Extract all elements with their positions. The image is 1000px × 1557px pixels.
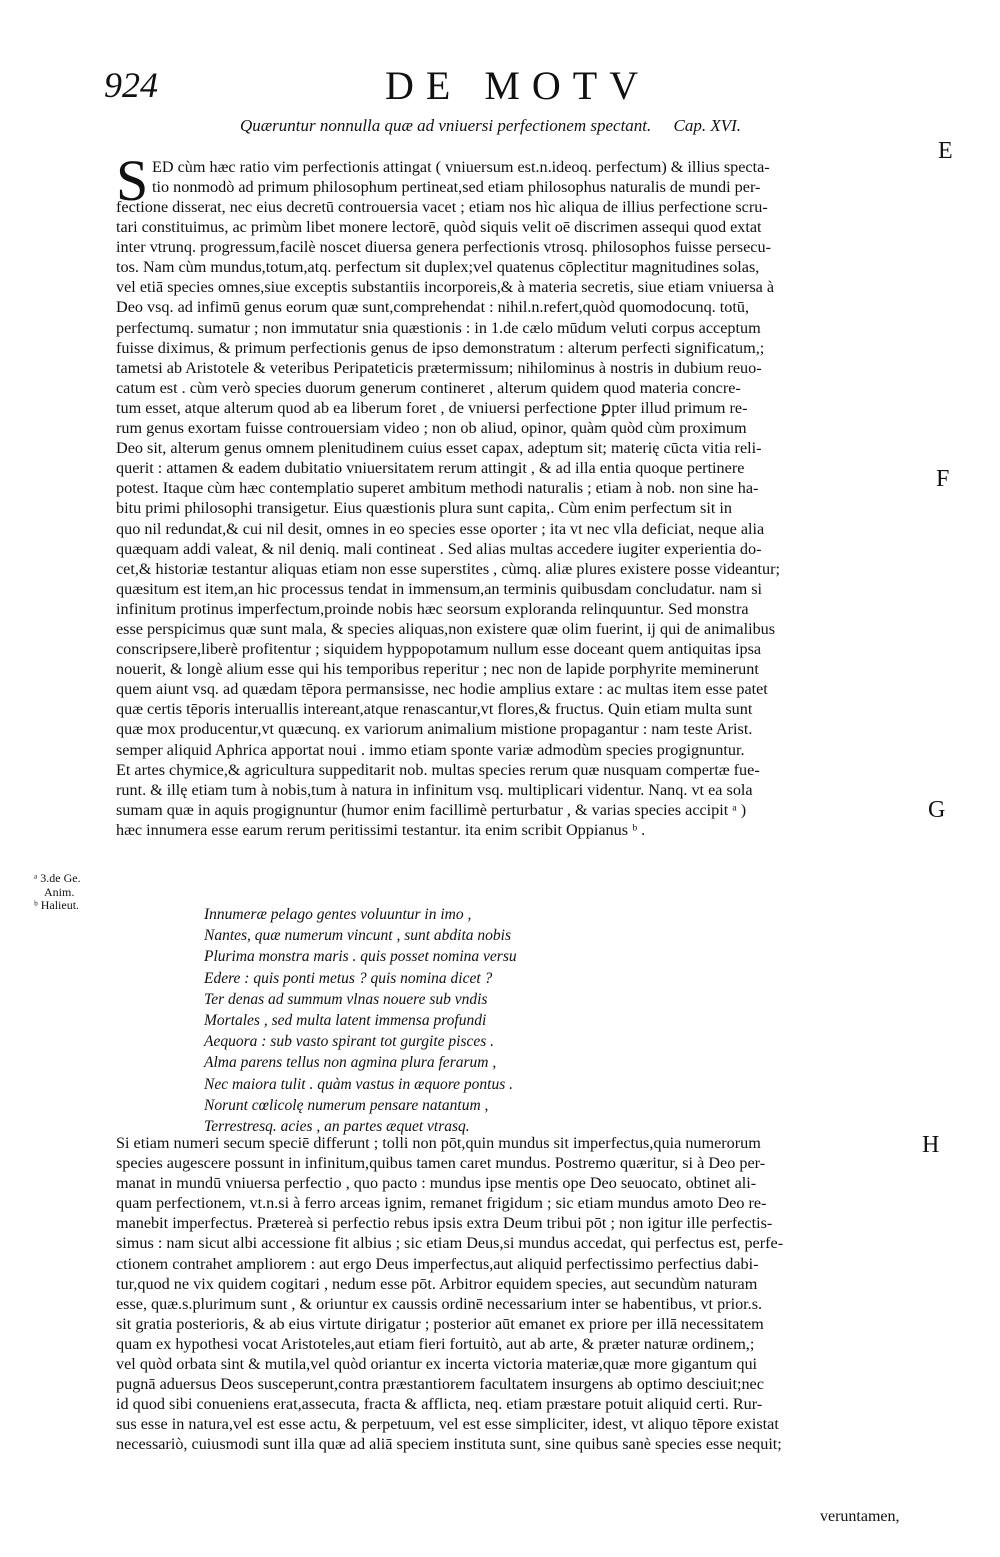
verse-line: Alma parens tellus non agmina plura ferarum , [204, 1054, 497, 1072]
verse-line: Nantes, quæ numerum vincunt , sunt abdita nobis [204, 927, 511, 945]
first-lines [116, 157, 916, 197]
text-line: sit gratia posterioris, & ab eius virtute dirigatur ; posterior aūt emanet ex priore per illā necessitatem [116, 1314, 764, 1333]
text-line: infinitum protinus imperfectum,proinde nobis hæc seorsum exploranda relinquuntur. Sed monstra [116, 599, 749, 618]
text-line: quam ex hypothesi vocat Aristoteles,aut etiam fieri fortuitò, aut ab arte, & præter naturæ ordinem,; [116, 1334, 755, 1353]
text-line: inter vtrunq. progressum,facilè noscet diuersa genera perfectionis vtrosq. philosophos fuisse persecu- [116, 238, 771, 257]
chapter-title: Quæruntur nonnulla quæ ad vniuersi perfectionem spectant. [240, 116, 652, 135]
marginal-note-a: ᵃ 3.de Ge. [34, 871, 81, 885]
text-line: quæ certis tēporis interuallis intereant,atque renascantur,vt flores,& fructus. Quin etiam multa sunt [116, 700, 753, 719]
text-line: esse perspicimus quæ sunt mala, & species aliquas,non existere quæ olim fuerint, ij qui de animalibus [116, 619, 776, 638]
marginal-note-b: ᵇ Halieut. [34, 898, 80, 912]
text-line: querit : attamen & eadem dubitatio vniuersitatem rerum attingit , & ad illa entia quoque pertinere [116, 459, 745, 478]
chapter-heading [240, 116, 741, 136]
text-line: tio nonmodò ad primum philosophum pertineat,sed etiam philosophus naturalis de mundi per- [152, 178, 761, 197]
text-line: quæquam addi valeat, & nil deniq. mali contineat . Sed alias multas accedere iugiter experientia do- [116, 539, 762, 558]
text-line: Et artes chymice,& agricultura suppeditarit nob. multas species rerum quæ nusquam compertæ fue- [116, 760, 760, 779]
text-line: rum genus exortam fuisse controuersiam video ; non ob aliud, opinor, quàm quòd cùm proximum [116, 419, 747, 438]
text-line: manat in mundū vniuersa perfectio , quo pacto : mundus ipse mentis ope Deo seuocato, obtinet ali- [116, 1174, 757, 1193]
text-line: Deo vsq. ad infimū genus eorum quæ sunt,comprehendat : nihil.n.refert,quòd quomodocunq. totū, [116, 298, 750, 317]
text-line: tari constituimus, ac primùm libet monere lectorē, quòd siquis velit oē discrimen assequi quod extat [116, 218, 762, 237]
text-line: nouerit, & longè alium esse qui his temporibus reperitur ; nec non de lapide porphyrite meminerunt [116, 660, 759, 679]
text-line: sus esse in natura,vel est esse actu, & perpetuum, vel est esse simpliciter, idest, vt aliquo tēpore existat [116, 1415, 779, 1434]
verse-line: Mortales , sed multa latent immensa profundi [204, 1011, 487, 1029]
text-line: fuisse diximus, & primum perfectionis genus de ipso demonstratum : alterum perfecti significatum,; [116, 338, 765, 357]
text-line: fectione disserat, nec eius decretū controuersia vacet ; etiam nos hìc aliqua de illius perfectione scru- [116, 198, 768, 216]
text-line: vel etiā species omnes,siue exceptis substantiis incorporeis,& à materia secretis, siue etiam vniuersa à [116, 278, 775, 297]
text-line: hæc innumera esse earum rerum peritissimi testantur. ita enim scribit Oppianus ᵇ . [116, 820, 646, 839]
text-line: quæ mox producentur,vt quæcunq. ex variorum animalium mistione propagantur : nam teste Arist. [116, 720, 753, 739]
text-line: necessariò, cuiusmodi sunt illa quæ ad aliā speciem instituta sunt, sine quibus sanè species esse nequit; [116, 1435, 782, 1454]
drop-cap: S [116, 148, 149, 213]
verse-block [204, 904, 517, 1137]
text-line: runt. & illę etiam tum à nobis,tum à natura in infinitum vsq. multiplicari videntur. Nanq. vt ea sola [116, 780, 753, 799]
text-line: quo nil redundat,& cui nil desit, omnes in eo species esse oporter ; ita vt nec vlla deficiat, neque alia [116, 519, 765, 538]
text-line: bitu primi philosophi transigetur. Eius quæstionis plura sunt capita,. Cùm enim perfectum sit in [116, 499, 732, 518]
text-line: semper aliquid Aphrica apportat noui . immo etiam sponte variæ admodùm species progignuntur. [116, 740, 745, 759]
text-line: Deo sit, alterum genus omnem plenitudinem cuius esset capax, adeptum sit; materię cūcta vitia reli- [116, 439, 762, 458]
text-line: quam perfectionem, vt.n.si à ferro arceas ignim, remanet frigidum ; sic etiam mundus amoto Deo re- [116, 1194, 767, 1213]
text-line: tametsi ab Aristotele & veteribus Peripateticis prætermissum; nihilominus à nostris in dubium reuo- [116, 358, 762, 377]
text-line: ED cùm hæc ratio vim perfectionis attingat ( vniuersum est.n.ideoq. perfectum) & illius specta- [152, 158, 770, 176]
chapter-number: Cap. XVI. [673, 116, 742, 135]
margin-letter-g: G [928, 797, 946, 823]
text-line: potest. Itaque cùm hæc contemplatio superet ambitum methodi naturalis ; etiam à nob. non sine ha- [116, 479, 759, 498]
main-text [116, 197, 916, 840]
page-number: 924 [104, 65, 158, 105]
verse-line: Terrestresq. acies , an partes æquet vtrasq. [204, 1117, 470, 1135]
running-title: DE MOTV [385, 63, 651, 108]
text-line: sumam quæ in aquis progignuntur (humor enim facillimè perturbatur , & varias species accipit ᵃ ) [116, 800, 747, 819]
text-line: tum esset, atque alterum quod ab ea liberum foret , de vniuersi perfectione ꝑpter illud primum re- [116, 398, 748, 417]
text-line: vel quòd orbata sint & mutila,vel quòd oriantur ex incerta victoria materiæ,quæ more gigantum qui [116, 1355, 758, 1374]
text-line: tos. Nam cùm mundus,totum,atq. perfectum sit duplex;vel quatenus cōplectitur magnitudines solas, [116, 258, 760, 277]
verse-line: Ter denas ad summum vlnas nouere sub vndis [204, 990, 488, 1008]
text-line: id quod sibi conueniens erat,assecuta, fracta & afflicta, neq. etiam præstare potuit aliquid certi. Rur- [116, 1395, 763, 1414]
text-line: cet,& historiæ testantur aliquas etiam non esse superstites , cùmq. aliæ plures existere posse videantur; [116, 559, 780, 578]
margin-letter-e: E [938, 138, 953, 164]
closing-text [116, 1133, 916, 1455]
verse-line: Plurima monstra maris . quis posset nomina versu [204, 948, 517, 966]
marginal-note-a-cont: Anim. [44, 885, 75, 899]
verse-line: Nec maiora tulit . quàm vastus in æquore pontus . [204, 1075, 513, 1093]
text-line: perfectumq. sumatur ; non immutatur snia quæstionis : in 1.de cælo mūdum veluti corpus acceptum [116, 318, 761, 337]
text-line: species augescere possunt in infinitum,quibus tamen caret mundus. Postremo quæritur, si à Deo per- [116, 1154, 766, 1173]
text-line: quem aiunt vsq. ad quædam tēpora permansisse, nec hodie amplius extare : ac multas item esse patet [116, 680, 768, 699]
margin-letter-h: H [922, 1132, 940, 1158]
text-line: simus : nam sicut albi accessione fit albius ; sic etiam Deus,si mundus accedat, qui perfectus est, perfe- [116, 1234, 784, 1253]
text-line: tur,quod ne vix quidem cogitari , nedum esse pōt. Arbitror equidem species, aut secundùm naturam [116, 1274, 758, 1293]
text-line: conscripsere,liberè profitentur ; siquidem hyppopotamum nullum esse doceant quem antiquitas ipsa [116, 640, 762, 659]
verse-line: Edere : quis ponti metus ? quis nomina dicet ? [204, 969, 493, 987]
verse-line: Innumeræ pelago gentes voluuntur in imo , [204, 906, 472, 923]
verse-line: Norunt cœlicolę numerum pensare natantum , [204, 1096, 489, 1114]
verse-line: Aequora : sub vasto spirant tot gurgite pisces . [204, 1033, 495, 1051]
text-line: quæsitum est item,an hic processus tendat in immensum,an terminis quibusdam concludatur. nam si [116, 579, 763, 598]
text-line: esse, quæ.s.plurimum sunt , & oriuntur ex caussis ordinē necessarium inter se habentibus, vt prior.s. [116, 1294, 763, 1313]
text-line: Si etiam numeri secum speciē differunt ; tolli non pōt,quin mundus sit imperfectus,quia numerorum [116, 1134, 761, 1152]
text-line: pugnā aduersus Deos susceperunt,contra præstantiorem facultatem insurgens ab optimo desciuit;nec [116, 1375, 764, 1394]
text-line: catum est . cùm verò species duorum generum contineret , alterum quidem quod materia concre- [116, 378, 741, 397]
text-line: ctionem contrahet ampliorem : aut ergo Deus imperfectus,aut aliquid perfectissimo perfectius dabi- [116, 1254, 759, 1273]
margin-letter-f: F [936, 466, 950, 492]
catchword: veruntamen, [820, 1508, 900, 1525]
text-line: manebit imperfectus. Prætereà si perfectio rebus ipsis extra Deum tribui pōt ; non igitur ille perfectis- [116, 1214, 773, 1233]
